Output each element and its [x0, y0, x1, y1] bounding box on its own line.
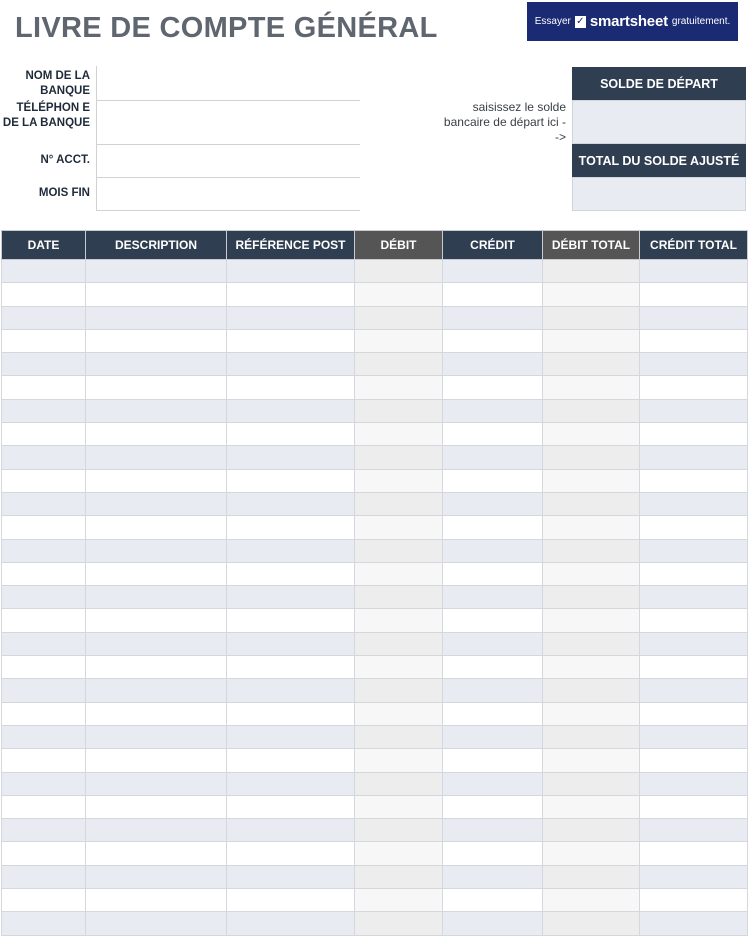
debit-total-cell[interactable]: [543, 702, 640, 725]
table-row: [2, 586, 748, 609]
credit-total-cell[interactable]: [640, 376, 748, 399]
date-cell[interactable]: [2, 306, 86, 329]
post-reference-cell[interactable]: [227, 865, 355, 888]
post-reference-cell[interactable]: [227, 469, 355, 492]
debit-cell[interactable]: [355, 516, 443, 539]
credit-total-cell[interactable]: [640, 329, 748, 352]
table-row: [2, 632, 748, 655]
debit-cell[interactable]: [355, 842, 443, 865]
credit-total-cell[interactable]: [640, 469, 748, 492]
credit-cell[interactable]: [443, 329, 543, 352]
date-cell[interactable]: [2, 446, 86, 469]
debit-total-cell[interactable]: [543, 329, 640, 352]
date-cell[interactable]: [2, 353, 86, 376]
debit-cell[interactable]: [355, 586, 443, 609]
debit-cell[interactable]: [355, 609, 443, 632]
month-end-field[interactable]: [96, 178, 360, 211]
table-row: [2, 749, 748, 772]
credit-cell[interactable]: [443, 749, 543, 772]
debit-cell[interactable]: [355, 329, 443, 352]
description-cell[interactable]: [86, 423, 227, 446]
debit-cell[interactable]: [355, 725, 443, 748]
credit-total-cell[interactable]: [640, 492, 748, 515]
credit-total-cell[interactable]: [640, 842, 748, 865]
credit-cell[interactable]: [443, 492, 543, 515]
date-cell[interactable]: [2, 399, 86, 422]
debit-cell[interactable]: [355, 912, 443, 935]
column-header-credit: CRÉDIT: [443, 231, 543, 260]
debit-cell[interactable]: [355, 562, 443, 585]
description-cell[interactable]: [86, 842, 227, 865]
credit-cell[interactable]: [443, 539, 543, 562]
checkmark-icon: ✓: [576, 15, 585, 27]
date-cell[interactable]: [2, 889, 86, 912]
credit-total-cell[interactable]: [640, 446, 748, 469]
credit-cell[interactable]: [443, 399, 543, 422]
date-cell[interactable]: [2, 795, 86, 818]
description-cell[interactable]: [86, 376, 227, 399]
date-cell[interactable]: [2, 260, 86, 283]
credit-cell[interactable]: [443, 865, 543, 888]
post-reference-cell[interactable]: [227, 539, 355, 562]
post-reference-cell[interactable]: [227, 749, 355, 772]
credit-cell[interactable]: [443, 562, 543, 585]
table-row: [2, 283, 748, 306]
date-cell[interactable]: [2, 725, 86, 748]
credit-total-cell[interactable]: [640, 865, 748, 888]
credit-cell[interactable]: [443, 632, 543, 655]
date-cell[interactable]: [2, 539, 86, 562]
table-row: [2, 772, 748, 795]
post-reference-cell[interactable]: [227, 516, 355, 539]
debit-total-cell[interactable]: [543, 260, 640, 283]
post-reference-cell[interactable]: [227, 702, 355, 725]
smartsheet-trial-banner[interactable]: [527, 2, 738, 41]
debit-cell[interactable]: [355, 679, 443, 702]
credit-total-cell[interactable]: [640, 562, 748, 585]
debit-cell[interactable]: [355, 539, 443, 562]
description-cell[interactable]: [86, 469, 227, 492]
credit-total-cell[interactable]: [640, 656, 748, 679]
credit-total-cell[interactable]: [640, 702, 748, 725]
debit-cell[interactable]: [355, 819, 443, 842]
credit-cell[interactable]: [443, 516, 543, 539]
credit-cell[interactable]: [443, 725, 543, 748]
debit-total-cell[interactable]: [543, 283, 640, 306]
credit-cell[interactable]: [443, 376, 543, 399]
debit-cell[interactable]: [355, 865, 443, 888]
ledger-header-row: [2, 231, 748, 260]
credit-total-cell[interactable]: [640, 283, 748, 306]
debit-cell[interactable]: [355, 632, 443, 655]
debit-total-cell[interactable]: [543, 562, 640, 585]
description-cell[interactable]: [86, 399, 227, 422]
description-cell[interactable]: [86, 539, 227, 562]
post-reference-cell[interactable]: [227, 819, 355, 842]
credit-cell[interactable]: [443, 306, 543, 329]
bank-phone-field[interactable]: [96, 101, 360, 145]
description-cell[interactable]: [86, 283, 227, 306]
description-cell[interactable]: [86, 679, 227, 702]
table-row: [2, 353, 748, 376]
table-row: [2, 492, 748, 515]
credit-total-cell[interactable]: [640, 423, 748, 446]
description-cell[interactable]: [86, 632, 227, 655]
starting-balance-header: SOLDE DE DÉPART: [572, 67, 746, 100]
description-cell[interactable]: [86, 586, 227, 609]
table-row: [2, 656, 748, 679]
table-row: [2, 539, 748, 562]
table-row: [2, 865, 748, 888]
ledger-table: [1, 230, 748, 936]
debit-total-cell[interactable]: [543, 865, 640, 888]
description-cell[interactable]: [86, 260, 227, 283]
debit-cell[interactable]: [355, 469, 443, 492]
post-reference-cell[interactable]: [227, 353, 355, 376]
description-cell[interactable]: [86, 306, 227, 329]
post-reference-cell[interactable]: [227, 795, 355, 818]
starting-balance-field[interactable]: [572, 100, 746, 144]
description-cell[interactable]: [86, 329, 227, 352]
credit-total-cell[interactable]: [640, 632, 748, 655]
table-row: [2, 912, 748, 935]
date-cell[interactable]: [2, 772, 86, 795]
date-cell[interactable]: [2, 586, 86, 609]
credit-cell[interactable]: [443, 889, 543, 912]
page-title: LIVRE DE COMPTE GÉNÉRAL: [15, 12, 438, 44]
debit-cell[interactable]: [355, 702, 443, 725]
debit-total-cell[interactable]: [543, 679, 640, 702]
date-cell[interactable]: [2, 283, 86, 306]
post-reference-cell[interactable]: [227, 609, 355, 632]
date-cell[interactable]: [2, 492, 86, 515]
debit-total-cell[interactable]: [543, 749, 640, 772]
post-reference-cell[interactable]: [227, 562, 355, 585]
credit-total-cell[interactable]: [640, 679, 748, 702]
bank-phone-label: TÉLÉPHON E DE LA BANQUE: [2, 102, 90, 129]
table-row: [2, 562, 748, 585]
date-cell[interactable]: [2, 469, 86, 492]
credit-total-cell[interactable]: [640, 912, 748, 935]
description-cell[interactable]: [86, 772, 227, 795]
credit-cell[interactable]: [443, 819, 543, 842]
debit-cell[interactable]: [355, 423, 443, 446]
debit-total-cell[interactable]: [543, 819, 640, 842]
post-reference-cell[interactable]: [227, 679, 355, 702]
starting-balance-hint: saisissez le solde bancaire de départ ici -->: [443, 100, 566, 144]
description-cell[interactable]: [86, 702, 227, 725]
post-reference-cell[interactable]: [227, 632, 355, 655]
debit-cell[interactable]: [355, 749, 443, 772]
description-cell[interactable]: [86, 912, 227, 935]
table-row: [2, 376, 748, 399]
date-cell[interactable]: [2, 423, 86, 446]
table-row: [2, 889, 748, 912]
post-reference-cell[interactable]: [227, 492, 355, 515]
post-reference-cell[interactable]: [227, 725, 355, 748]
post-reference-cell[interactable]: [227, 772, 355, 795]
credit-cell[interactable]: [443, 679, 543, 702]
description-cell[interactable]: [86, 492, 227, 515]
credit-total-cell[interactable]: [640, 586, 748, 609]
description-cell[interactable]: [86, 795, 227, 818]
description-cell[interactable]: [86, 749, 227, 772]
date-cell[interactable]: [2, 679, 86, 702]
debit-total-cell[interactable]: [543, 656, 640, 679]
banner-free-text: gratuitement.: [671, 16, 731, 27]
debit-total-cell[interactable]: [543, 795, 640, 818]
date-cell[interactable]: [2, 516, 86, 539]
post-reference-cell[interactable]: [227, 283, 355, 306]
debit-cell[interactable]: [355, 772, 443, 795]
debit-total-cell[interactable]: [543, 399, 640, 422]
debit-total-cell[interactable]: [543, 306, 640, 329]
credit-cell[interactable]: [443, 795, 543, 818]
debit-cell[interactable]: [355, 306, 443, 329]
table-row: [2, 679, 748, 702]
ledger-body: [2, 260, 748, 936]
banner-try-text: Essayer: [534, 16, 571, 27]
column-header-post-reference: RÉFÉRENCE POST: [227, 231, 355, 260]
credit-total-cell[interactable]: [640, 353, 748, 376]
date-cell[interactable]: [2, 912, 86, 935]
date-cell[interactable]: [2, 842, 86, 865]
column-header-description: DESCRIPTION: [86, 231, 227, 260]
credit-cell[interactable]: [443, 353, 543, 376]
table-row: [2, 306, 748, 329]
credit-cell[interactable]: [443, 586, 543, 609]
credit-cell[interactable]: [443, 260, 543, 283]
table-row: [2, 446, 748, 469]
post-reference-cell[interactable]: [227, 912, 355, 935]
debit-cell[interactable]: [355, 795, 443, 818]
credit-total-cell[interactable]: [640, 749, 748, 772]
credit-cell[interactable]: [443, 842, 543, 865]
credit-total-cell[interactable]: [640, 399, 748, 422]
debit-total-cell[interactable]: [543, 446, 640, 469]
debit-total-cell[interactable]: [543, 376, 640, 399]
table-row: [2, 516, 748, 539]
table-row: [2, 423, 748, 446]
date-cell[interactable]: [2, 656, 86, 679]
credit-cell[interactable]: [443, 609, 543, 632]
credit-total-cell[interactable]: [640, 516, 748, 539]
bank-name-field[interactable]: [96, 66, 360, 101]
table-row: [2, 725, 748, 748]
post-reference-cell[interactable]: [227, 260, 355, 283]
debit-cell[interactable]: [355, 889, 443, 912]
debit-total-cell[interactable]: [543, 539, 640, 562]
credit-total-cell[interactable]: [640, 260, 748, 283]
post-reference-cell[interactable]: [227, 446, 355, 469]
table-row: [2, 399, 748, 422]
debit-total-cell[interactable]: [543, 912, 640, 935]
credit-total-cell[interactable]: [640, 889, 748, 912]
post-reference-cell[interactable]: [227, 586, 355, 609]
description-cell[interactable]: [86, 819, 227, 842]
banner-brand-text: smartsheet: [589, 13, 668, 30]
debit-total-cell[interactable]: [543, 353, 640, 376]
credit-cell[interactable]: [443, 656, 543, 679]
debit-cell[interactable]: [355, 353, 443, 376]
debit-cell[interactable]: [355, 283, 443, 306]
debit-cell[interactable]: [355, 656, 443, 679]
post-reference-cell[interactable]: [227, 842, 355, 865]
debit-cell[interactable]: [355, 399, 443, 422]
post-reference-cell[interactable]: [227, 889, 355, 912]
post-reference-cell[interactable]: [227, 423, 355, 446]
table-row: [2, 469, 748, 492]
credit-total-cell[interactable]: [640, 819, 748, 842]
column-header-debit: DÉBIT: [355, 231, 443, 260]
date-cell[interactable]: [2, 562, 86, 585]
credit-total-cell[interactable]: [640, 795, 748, 818]
debit-total-cell[interactable]: [543, 469, 640, 492]
credit-cell[interactable]: [443, 446, 543, 469]
credit-total-cell[interactable]: [640, 306, 748, 329]
description-cell[interactable]: [86, 446, 227, 469]
date-cell[interactable]: [2, 819, 86, 842]
debit-total-cell[interactable]: [543, 492, 640, 515]
description-cell[interactable]: [86, 516, 227, 539]
credit-cell[interactable]: [443, 702, 543, 725]
post-reference-cell[interactable]: [227, 329, 355, 352]
credit-cell[interactable]: [443, 772, 543, 795]
description-cell[interactable]: [86, 353, 227, 376]
post-reference-cell[interactable]: [227, 656, 355, 679]
date-cell[interactable]: [2, 702, 86, 725]
credit-cell[interactable]: [443, 283, 543, 306]
date-cell[interactable]: [2, 632, 86, 655]
adjusted-balance-field[interactable]: [572, 177, 746, 211]
table-row: [2, 702, 748, 725]
debit-cell[interactable]: [355, 492, 443, 515]
credit-total-cell[interactable]: [640, 725, 748, 748]
table-row: [2, 609, 748, 632]
credit-total-cell[interactable]: [640, 609, 748, 632]
bank-name-label: NOM DE LA BANQUE: [25, 70, 90, 97]
month-end-label: MOIS FIN: [38, 187, 90, 199]
post-reference-cell[interactable]: [227, 399, 355, 422]
table-row: [2, 260, 748, 283]
description-cell[interactable]: [86, 656, 227, 679]
post-reference-cell[interactable]: [227, 376, 355, 399]
description-cell[interactable]: [86, 889, 227, 912]
column-header-credit-total: CRÉDIT TOTAL: [640, 231, 748, 260]
date-cell[interactable]: [2, 865, 86, 888]
debit-total-cell[interactable]: [543, 586, 640, 609]
debit-total-cell[interactable]: [543, 842, 640, 865]
debit-cell[interactable]: [355, 260, 443, 283]
debit-total-cell[interactable]: [543, 889, 640, 912]
debit-total-cell[interactable]: [543, 725, 640, 748]
adjusted-balance-header: TOTAL DU SOLDE AJUSTÉ: [572, 144, 746, 177]
column-header-date: DATE: [2, 231, 86, 260]
debit-cell[interactable]: [355, 376, 443, 399]
debit-total-cell[interactable]: [543, 516, 640, 539]
table-row: [2, 819, 748, 842]
debit-total-cell[interactable]: [543, 423, 640, 446]
table-row: [2, 795, 748, 818]
post-reference-cell[interactable]: [227, 306, 355, 329]
account-number-label: N° ACCT.: [40, 154, 90, 166]
description-cell[interactable]: [86, 725, 227, 748]
account-number-field[interactable]: [96, 145, 360, 178]
credit-total-cell[interactable]: [640, 772, 748, 795]
table-row: [2, 329, 748, 352]
description-cell[interactable]: [86, 609, 227, 632]
credit-cell[interactable]: [443, 423, 543, 446]
description-cell[interactable]: [86, 865, 227, 888]
date-cell[interactable]: [2, 329, 86, 352]
column-header-debit-total: DÉBIT TOTAL: [543, 231, 640, 260]
debit-cell[interactable]: [355, 446, 443, 469]
debit-total-cell[interactable]: [543, 772, 640, 795]
debit-total-cell[interactable]: [543, 632, 640, 655]
date-cell[interactable]: [2, 376, 86, 399]
date-cell[interactable]: [2, 749, 86, 772]
date-cell[interactable]: [2, 609, 86, 632]
debit-total-cell[interactable]: [543, 609, 640, 632]
credit-total-cell[interactable]: [640, 539, 748, 562]
table-row: [2, 842, 748, 865]
credit-cell[interactable]: [443, 912, 543, 935]
description-cell[interactable]: [86, 562, 227, 585]
credit-cell[interactable]: [443, 469, 543, 492]
